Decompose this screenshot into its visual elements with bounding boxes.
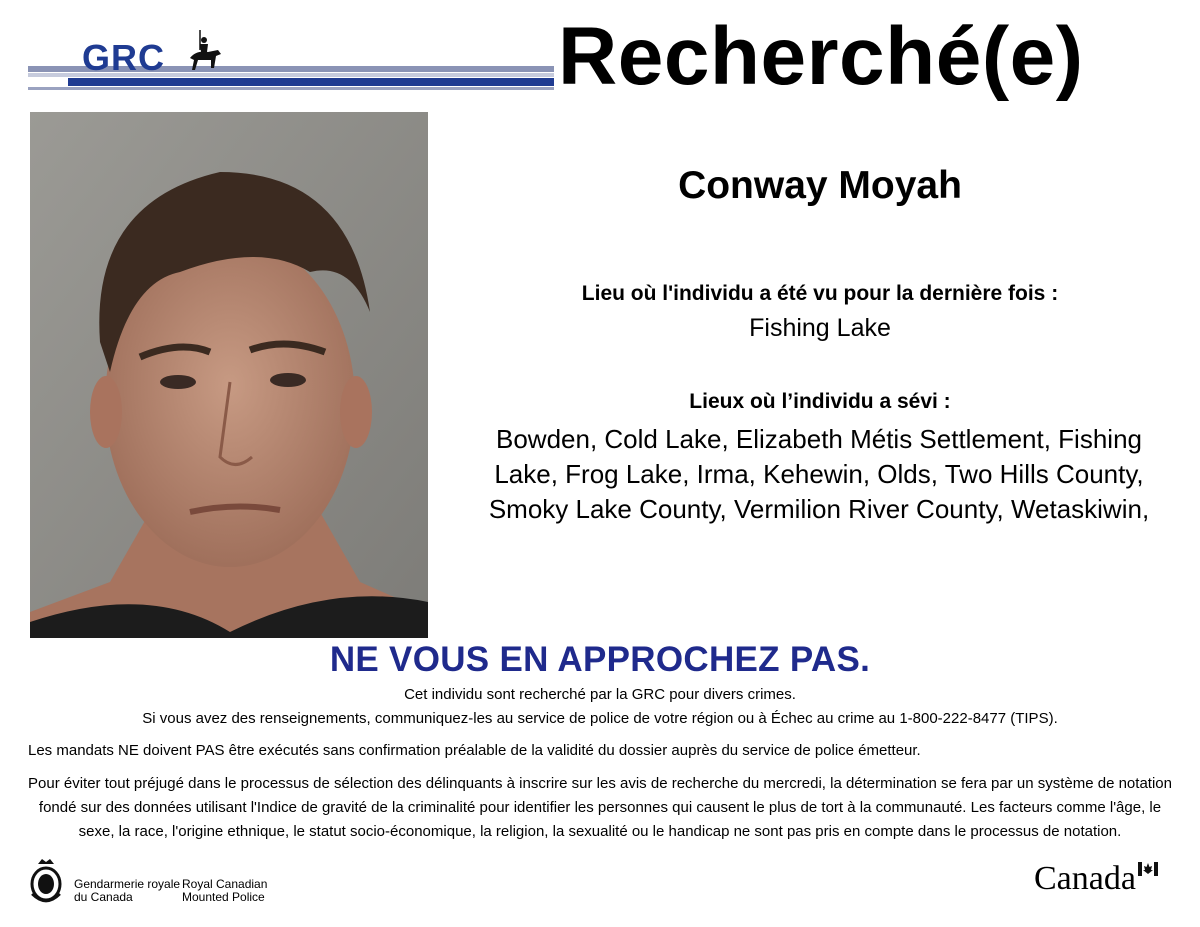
- grc-logo-subtitle: GENDARMERIE ROYALE DU CANADA: [186, 78, 319, 85]
- last-seen-label: Lieu où l'individu a été vu pour la dernière fois :: [581, 282, 1059, 305]
- footer-english-line2: Mounted Police: [182, 890, 265, 904]
- offence-locations-label: Lieux où l’individu a sévi :: [689, 390, 951, 413]
- warrant-disclaimer: Les mandats NE doivent PAS être exécutés sans confirmation préalable de la validité du dossier auprès du service de police émetteur.: [28, 742, 921, 759]
- canada-flag-icon: [1138, 862, 1158, 876]
- footer-french-line1: Gendarmerie royale: [74, 877, 181, 891]
- contact-information: Si vous avez des renseignements, communiquez-les au service de police de votre région ou à Échec au crime au 1-800-222-8477 (TIPS).: [142, 710, 1058, 727]
- last-seen-value: Fishing Lake: [749, 314, 891, 342]
- offence-locations-value: Bowden, Cold Lake, Elizabeth Métis Settlement, Fishing Lake, Frog Lake, Irma, Kehewin, Olds, Two Hills County, Smoky Lake County, Vermilion River County, Wetaskiwin,: [488, 424, 1150, 524]
- rcmp-crest-icon: [26, 858, 66, 904]
- do-not-approach-warning: NE VOUS EN APPROCHEZ PAS.: [329, 640, 871, 679]
- suspect-name: Conway Moyah: [678, 164, 962, 207]
- mounted-rider-icon: [186, 28, 224, 74]
- page-title: Recherché(e): [558, 11, 1084, 102]
- suspect-photo: [30, 112, 428, 638]
- canada-wordmark: Canada: [1034, 860, 1136, 897]
- footer-english-name: [182, 878, 267, 904]
- grc-logo-text: GRC: [82, 37, 165, 78]
- footer-english-line1: Royal Canadian: [182, 877, 268, 891]
- footer-french-line2: du Canada: [74, 890, 133, 904]
- footer-french-name: [74, 878, 180, 904]
- selection-policy-text: Pour éviter tout préjugé dans le processus de sélection des délinquants à inscrire sur les avis de recherche du mercredi, la détermination se fera par un système de notation fondé sur des données utilisant l'Indice de gravité de la criminalité pour identifier les personnes qui causent le plus de tort à la communauté. Les facteurs comme l'âge, le sexe, la race, l'origine ethnique, le statut socio-économique, la religion, la sexualité ou le handicap ne sont pas pris en compte dans le processus de notation.: [28, 775, 1172, 840]
- wanted-statement: Cet individu sont recherché par la GRC pour divers crimes.: [404, 686, 796, 703]
